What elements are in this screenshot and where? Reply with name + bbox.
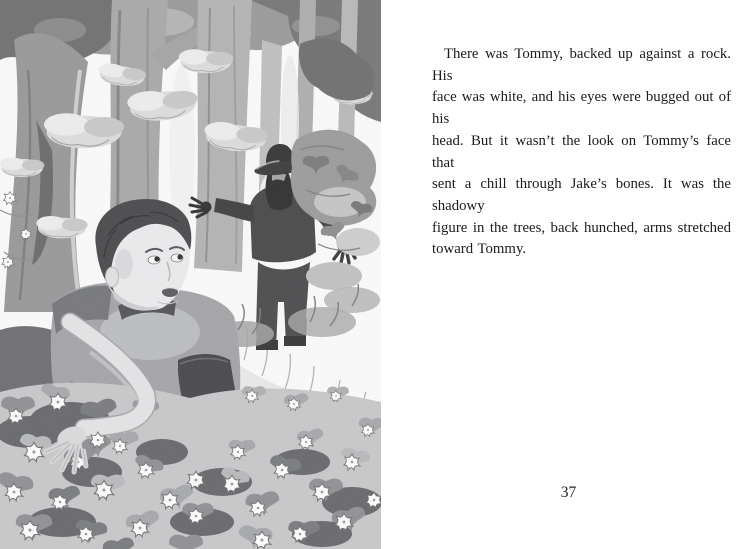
paragraph-line: face was white, and his eyes were bugged out of his xyxy=(432,89,731,128)
story-paragraph xyxy=(432,44,731,261)
page-number: 37 xyxy=(560,484,577,501)
paragraph-line: sent a chill through Jake’s bones. It was the shadowy xyxy=(432,176,731,214)
paragraph-line: There was Tommy, backed up against a rock. His xyxy=(432,46,731,84)
paragraph-line: toward Tommy. xyxy=(432,241,527,258)
paragraph-line: figure in the trees, back hunched, arms stretched xyxy=(432,219,731,236)
paragraph-line: head. But it wasn’t the look on Tommy’s face that xyxy=(432,132,731,171)
